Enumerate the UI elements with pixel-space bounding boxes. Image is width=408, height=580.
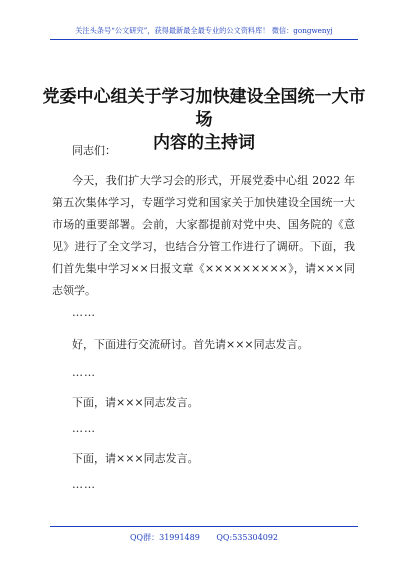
speaker-line: 下面，请×××同志发言。 (72, 452, 199, 465)
title-line-2: 内容的主持词 (153, 133, 255, 153)
ellipsis-line: …… (72, 366, 96, 379)
body-paragraph: 今天，我们扩大学习会的形式，开展党委中心组 2022 年第五次集体学习，专题学习党和国家关于加快建设全国统一大市场的重要部署。会前，大家都提前对党中央、国务院的《意见》进行了全文学习，也结合分管工作进行了调研。下面，我们首先集中学习××日报文章《×××××××××》，请×××同志领学。 (52, 174, 355, 297)
footer-divider (50, 526, 358, 527)
salutation: 同志们： (72, 144, 116, 157)
footer-contact (0, 532, 408, 543)
header-banner: 关注头条号“公文研究”，获得最新最全最专业的公文资料库！ 微信：gongwenyj (75, 26, 333, 35)
ellipsis-line: …… (72, 306, 96, 319)
header-divider (50, 39, 358, 40)
discussion-line: 好，下面进行交流研讨。首先请×××同志发言。 (72, 338, 309, 351)
ellipsis-line: …… (72, 478, 96, 491)
ellipsis-line: …… (72, 422, 96, 435)
speaker-line: 下面，请×××同志发言。 (72, 396, 199, 409)
footer-qq-group: QQ群：31991489 (129, 533, 200, 542)
title-line-1: 党委中心组关于学习加快建设全国统一大市场 (42, 87, 366, 130)
footer-qq: QQ:535304092 (216, 533, 278, 542)
